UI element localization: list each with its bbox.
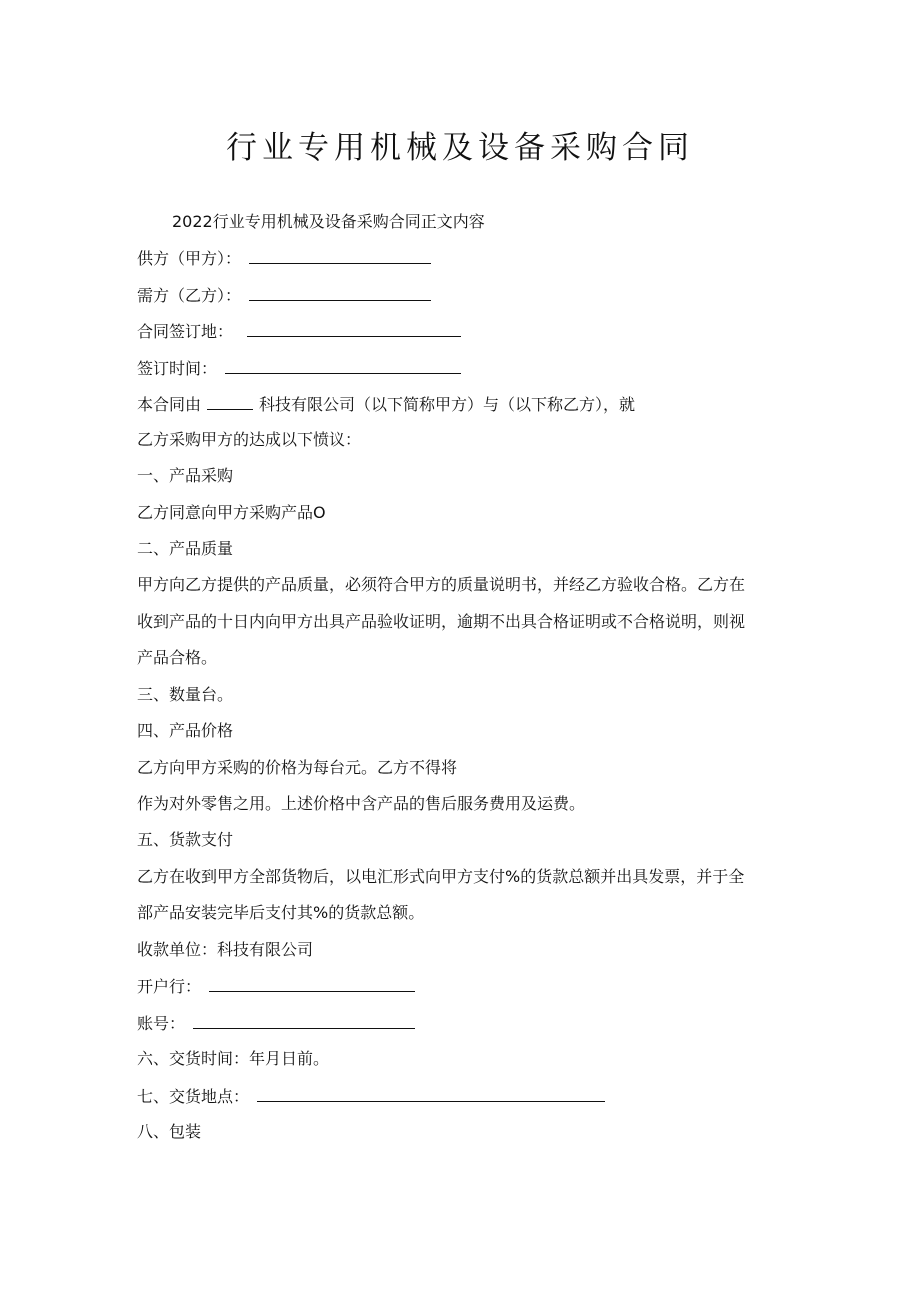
section-5-text-line-2: 部产品安装完毕后支付其%的货款总额。 [137, 903, 425, 922]
section-1-heading: 一、产品采购 [137, 466, 234, 485]
sign-time-field [137, 357, 461, 380]
payee-line: 收款单位：科技有限公司 [137, 940, 314, 959]
section-7-heading: 七、交货地点： [137, 1087, 250, 1106]
account-field [137, 1012, 415, 1035]
buyer-field [137, 284, 431, 307]
section-7-field [137, 1085, 605, 1108]
company-blank [207, 393, 253, 410]
section-4-text-line-2: 作为对外零售之用。上述价格中含产品的售后服务费用及运费。 [137, 794, 586, 813]
section-2-heading: 二、产品质量 [137, 539, 234, 558]
sign-time-blank [225, 357, 461, 374]
bank-blank [209, 975, 415, 992]
delivery-place-blank [257, 1085, 605, 1102]
section-4-text-line-1: 乙方向甲方采购的价格为每台元。乙方不得将 [137, 758, 458, 777]
section-1-text: 乙方同意向甲方采购产品O [137, 503, 326, 522]
intro-part-1: 本合同由 [137, 395, 202, 414]
buyer-label: 需方（乙方）： [137, 286, 242, 305]
section-2-text-line-2: 收到产品的十日内向甲方出具产品验收证明，逾期不出具合格证明或不合格说明，则视 [137, 612, 746, 631]
section-2-text-line-1: 甲方向乙方提供的产品质量，必须符合甲方的质量说明书，并经乙方验收合格。乙方在 [137, 575, 746, 594]
section-3-heading: 三、数量台。 [137, 685, 234, 704]
sign-time-label: 签订时间： [137, 359, 218, 378]
document-title: 行业专用机械及设备采购合同 [226, 130, 694, 166]
bank-field [137, 975, 415, 998]
intro-line-2: 乙方采购甲方的达成以下愤议： [137, 430, 362, 449]
supplier-blank [249, 247, 431, 264]
section-5-text-line-1: 乙方在收到甲方全部货物后，以电汇形式向甲方支付%的货款总额并出具发票，并于全 [137, 867, 745, 886]
section-2-text-line-3: 产品合格。 [137, 648, 218, 667]
section-5-heading: 五、货款支付 [137, 830, 234, 849]
sign-place-label: 合同签订地： [137, 322, 234, 341]
intro-part-2: 科技有限公司（以下简称甲方）与（以下称乙方），就 [259, 395, 636, 414]
section-6-heading: 六、交货时间：年月日前。 [137, 1049, 330, 1068]
section-4-heading: 四、产品价格 [137, 721, 234, 740]
bank-label: 开户行： [137, 977, 202, 996]
sign-place-blank [247, 320, 461, 337]
supplier-label: 供方（甲方）： [137, 249, 242, 268]
document-subtitle: 2022行业专用机械及设备采购合同正文内容 [172, 212, 485, 231]
intro-line-1 [137, 393, 635, 416]
buyer-blank [249, 284, 431, 301]
supplier-field [137, 247, 431, 270]
sign-place-field [137, 320, 461, 343]
section-8-heading: 八、包装 [137, 1122, 202, 1141]
account-label: 账号： [137, 1014, 186, 1033]
account-blank [193, 1012, 415, 1029]
